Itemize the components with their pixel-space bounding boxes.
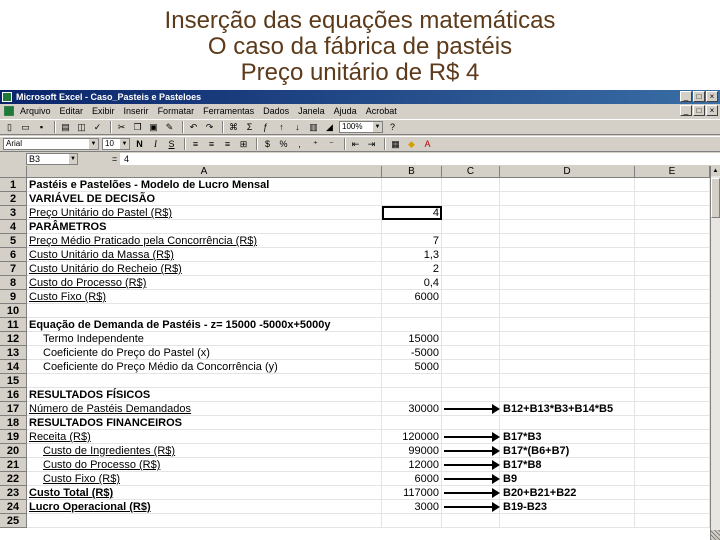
- cell-a[interactable]: Custo Total (R$): [27, 486, 382, 500]
- row-header[interactable]: 16: [0, 388, 27, 402]
- sort-descending-icon[interactable]: ↓: [295, 122, 300, 132]
- cell-e[interactable]: [635, 402, 710, 416]
- cell-a[interactable]: Preço Unitário do Pastel (R$): [27, 206, 382, 220]
- sheet-row: [0, 290, 710, 304]
- sheet-row: [0, 332, 710, 346]
- cut-icon[interactable]: ✂: [117, 122, 126, 132]
- formula-annotation: B17*(B6+B7): [503, 445, 570, 457]
- arrow-right-icon: [444, 506, 494, 508]
- cell-a[interactable]: Coeficiente do Preço do Pastel (x): [27, 346, 382, 360]
- cell-e[interactable]: [635, 500, 710, 514]
- title-bar: [0, 90, 720, 104]
- cell-e[interactable]: [635, 262, 710, 276]
- window-controls: [680, 91, 718, 102]
- row-header[interactable]: 10: [0, 304, 27, 318]
- font-size-select[interactable]: [102, 138, 130, 150]
- row-header[interactable]: 25: [0, 514, 27, 528]
- cell-e[interactable]: [635, 472, 710, 486]
- zoom-select[interactable]: [339, 121, 383, 133]
- sheet-row: [0, 472, 710, 486]
- toolbar-separator: [182, 121, 184, 133]
- window-title: Microsoft Excel - Caso_Pasteis e Pasteloes: [16, 92, 202, 102]
- percent-icon[interactable]: %: [279, 139, 288, 149]
- cell-d[interactable]: [500, 416, 635, 430]
- sheet-row: [0, 304, 710, 318]
- hyperlink-icon[interactable]: ⌘: [229, 122, 238, 132]
- cell-e[interactable]: [635, 430, 710, 444]
- menu-janela[interactable]: Janela: [298, 106, 325, 116]
- sheet-row: [0, 360, 710, 374]
- menu-formatar[interactable]: Formatar: [157, 106, 195, 116]
- cell-b[interactable]: 6000: [382, 472, 442, 486]
- maximize-button[interactable]: □: [693, 91, 705, 102]
- cell-a[interactable]: Equação de Demanda de Pastéis - z= 15000 -5000x+5000y: [27, 318, 382, 332]
- row-header[interactable]: 14: [0, 360, 27, 374]
- zoom-value: 100%: [342, 122, 363, 131]
- cell-a[interactable]: Termo Independente: [27, 332, 382, 346]
- increase-indent-icon[interactable]: ⇥: [367, 139, 376, 149]
- row-header[interactable]: 12: [0, 332, 27, 346]
- cell-c[interactable]: [442, 346, 500, 360]
- column-header-d[interactable]: D: [500, 166, 635, 178]
- column-header-a[interactable]: A: [27, 166, 382, 178]
- sort-ascending-icon[interactable]: ↑: [279, 122, 284, 132]
- decrease-indent-icon[interactable]: ⇤: [351, 139, 360, 149]
- column-headers: [0, 166, 710, 178]
- italic-button[interactable]: I: [154, 139, 157, 149]
- formula-annotation: B9: [503, 473, 518, 485]
- slide-title-line-3: Preço unitário de R$ 4: [240, 59, 480, 86]
- workbook-restore-button[interactable]: □: [693, 105, 705, 116]
- column-header-e[interactable]: E: [635, 166, 710, 178]
- cell-b[interactable]: 120000: [382, 430, 442, 444]
- cell-a[interactable]: [27, 304, 382, 318]
- sheet-row: [0, 192, 710, 206]
- cell-a[interactable]: PARÂMETROS: [27, 220, 382, 234]
- cell-a[interactable]: Coeficiente do Preço Médio da Concorrência (y): [27, 360, 382, 374]
- cell-a[interactable]: Lucro Operacional (R$): [27, 500, 382, 514]
- toolbar-separator: [110, 121, 112, 133]
- scroll-up-icon[interactable]: ▲: [712, 168, 719, 174]
- currency-icon[interactable]: $: [264, 139, 270, 149]
- cell-c[interactable]: [442, 360, 500, 374]
- cell-b[interactable]: 12000: [382, 458, 442, 472]
- row-header[interactable]: 2: [0, 192, 27, 206]
- print-preview-icon[interactable]: ◫: [77, 122, 86, 132]
- arrow-right-icon: [444, 436, 494, 438]
- format-painter-icon[interactable]: ✎: [165, 122, 174, 132]
- resize-grip-icon[interactable]: [711, 530, 720, 540]
- cell-e[interactable]: [635, 178, 710, 192]
- cell-b[interactable]: 30000: [382, 402, 442, 416]
- toolbar-separator: [384, 138, 386, 150]
- cell-b[interactable]: 6000: [382, 290, 442, 304]
- sheet-row: [0, 416, 710, 430]
- row-header[interactable]: 13: [0, 346, 27, 360]
- cell-b[interactable]: 7: [382, 234, 442, 248]
- cell-d[interactable]: [500, 248, 635, 262]
- minimize-button[interactable]: _: [680, 91, 692, 102]
- cell-a[interactable]: Custo do Processo (R$): [27, 276, 382, 290]
- cell-c[interactable]: [442, 206, 500, 220]
- row-header[interactable]: 18: [0, 416, 27, 430]
- chevron-down-icon: ▼: [121, 141, 128, 147]
- cell-e[interactable]: [635, 346, 710, 360]
- row-header[interactable]: 21: [0, 458, 27, 472]
- cell-a[interactable]: Custo do Processo (R$): [27, 458, 382, 472]
- cell-d[interactable]: [500, 290, 635, 304]
- row-header[interactable]: 22: [0, 472, 27, 486]
- font-name-select[interactable]: [3, 138, 99, 150]
- excel-app-icon: [2, 92, 12, 102]
- cell-e[interactable]: [635, 220, 710, 234]
- align-center-icon[interactable]: ≡: [208, 139, 215, 149]
- cell-e[interactable]: [635, 248, 710, 262]
- cell-c[interactable]: [442, 248, 500, 262]
- cell-d[interactable]: [500, 234, 635, 248]
- cell-b[interactable]: [382, 388, 442, 402]
- toolbar-separator: [256, 138, 258, 150]
- workbook-controls: [680, 105, 718, 116]
- row-header[interactable]: 11: [0, 318, 27, 332]
- workbook-minimize-button[interactable]: _: [680, 105, 692, 116]
- cell-reference: B3: [29, 154, 41, 164]
- arrow-right-icon: [444, 450, 494, 452]
- cell-c[interactable]: [442, 290, 500, 304]
- cell-a[interactable]: Custo Unitário do Recheio (R$): [27, 262, 382, 276]
- align-left-icon[interactable]: ≡: [192, 139, 199, 149]
- row-header[interactable]: 24: [0, 500, 27, 514]
- function-icon[interactable]: ƒ: [262, 122, 268, 132]
- row-header[interactable]: 5: [0, 234, 27, 248]
- cell-b[interactable]: 3000: [382, 500, 442, 514]
- row-header[interactable]: 4: [0, 220, 27, 234]
- open-folder-icon[interactable]: ▭: [21, 122, 30, 132]
- cell-a[interactable]: Custo Fixo (R$): [27, 472, 382, 486]
- menu-ajuda[interactable]: Ajuda: [333, 106, 357, 116]
- cell-e[interactable]: [635, 318, 710, 332]
- sheet-row: [0, 402, 710, 416]
- cell-e[interactable]: [635, 206, 710, 220]
- toolbar-separator: [344, 138, 346, 150]
- menu-arquivo[interactable]: Arquivo: [20, 106, 51, 116]
- cell-d[interactable]: [500, 374, 635, 388]
- help-icon[interactable]: ?: [389, 122, 395, 132]
- cell-d[interactable]: [500, 178, 635, 192]
- comma-style-icon[interactable]: ,: [298, 139, 301, 149]
- cell-b[interactable]: 99000: [382, 444, 442, 458]
- new-document-icon[interactable]: ▯: [7, 122, 12, 132]
- cell-b[interactable]: [382, 374, 442, 388]
- undo-icon[interactable]: ↶: [189, 122, 198, 132]
- cell-b[interactable]: [382, 304, 442, 318]
- cell-c[interactable]: [442, 276, 500, 290]
- cell-e[interactable]: [635, 332, 710, 346]
- cell-a[interactable]: Pastéis e Pastelões - Modelo de Lucro Mensal: [27, 178, 382, 192]
- formula-annotation: B17*B8: [503, 459, 542, 471]
- cell-c[interactable]: [442, 304, 500, 318]
- cell-b[interactable]: [382, 178, 442, 192]
- cell-e[interactable]: [635, 416, 710, 430]
- redo-icon[interactable]: ↷: [205, 122, 214, 132]
- arrow-right-icon: [444, 478, 494, 480]
- row-header[interactable]: 23: [0, 486, 27, 500]
- cell-e[interactable]: [635, 374, 710, 388]
- cell-d[interactable]: [500, 262, 635, 276]
- cell-d[interactable]: [500, 318, 635, 332]
- sheet-row: [0, 262, 710, 276]
- menu-dados[interactable]: Dados: [263, 106, 290, 116]
- workbook-close-button[interactable]: ×: [706, 105, 718, 116]
- cell-e[interactable]: [635, 304, 710, 318]
- chart-wizard-icon[interactable]: ▥: [309, 122, 318, 132]
- formula-annotation: B20+B21+B22: [503, 487, 577, 499]
- copy-icon[interactable]: ❐: [133, 122, 142, 132]
- vertical-scrollbar[interactable]: [710, 166, 720, 540]
- sheet-row: [0, 458, 710, 472]
- paste-icon[interactable]: ▣: [149, 122, 158, 132]
- toolbar-separator: [54, 121, 56, 133]
- formula-annotation: B17*B3: [503, 431, 542, 443]
- formatting-toolbar: [0, 136, 720, 152]
- print-icon[interactable]: ▤: [61, 122, 70, 132]
- arrow-right-icon: [444, 464, 494, 466]
- cell-e[interactable]: [635, 458, 710, 472]
- save-icon[interactable]: ▪: [39, 122, 44, 132]
- font-color-icon[interactable]: A: [424, 139, 431, 149]
- row-header[interactable]: 8: [0, 276, 27, 290]
- cell-a[interactable]: Receita (R$): [27, 430, 382, 444]
- cell-d[interactable]: [500, 192, 635, 206]
- close-button[interactable]: ×: [706, 91, 718, 102]
- row-header[interactable]: 15: [0, 374, 27, 388]
- select-all-corner[interactable]: [0, 166, 27, 178]
- sheet-row: [0, 248, 710, 262]
- cell-b[interactable]: [382, 514, 442, 528]
- menu-editar[interactable]: Editar: [59, 106, 84, 116]
- formula-equals-sign: =: [112, 154, 118, 164]
- cell-a[interactable]: Custo Fixo (R$): [27, 290, 382, 304]
- menu-inserir[interactable]: Inserir: [123, 106, 149, 116]
- cell-c[interactable]: [442, 374, 500, 388]
- menu-ferramentas[interactable]: Ferramentas: [203, 106, 255, 116]
- cell-b[interactable]: [382, 318, 442, 332]
- cell-d[interactable]: [500, 304, 635, 318]
- cell-d[interactable]: [500, 472, 635, 486]
- cell-b[interactable]: [382, 192, 442, 206]
- menu-bar: [0, 104, 720, 118]
- sheet-row: [0, 430, 710, 444]
- borders-icon[interactable]: ▦: [391, 139, 400, 149]
- cell-a[interactable]: RESULTADOS FINANCEIROS: [27, 416, 382, 430]
- sheet-row: [0, 500, 710, 514]
- column-header-b[interactable]: B: [382, 166, 442, 178]
- workbook-icon: [4, 106, 14, 116]
- cell-a[interactable]: Custo Unitário da Massa (R$): [27, 248, 382, 262]
- chevron-down-icon: ▼: [374, 124, 381, 130]
- cell-c[interactable]: [442, 178, 500, 192]
- cell-d[interactable]: [500, 220, 635, 234]
- cell-b[interactable]: 5000: [382, 360, 442, 374]
- slide-title-line-1: Inserção das equações matemáticas: [164, 7, 556, 34]
- cell-b[interactable]: 15000: [382, 332, 442, 346]
- row-header[interactable]: 7: [0, 262, 27, 276]
- cell-c[interactable]: [442, 318, 500, 332]
- cell-d[interactable]: [500, 360, 635, 374]
- cell-a[interactable]: VARIÁVEL DE DECISÃO: [27, 192, 382, 206]
- cell-d[interactable]: [500, 346, 635, 360]
- formula-input[interactable]: 4: [120, 153, 720, 165]
- row-header[interactable]: 3: [0, 206, 27, 220]
- spreadsheet-grid: [0, 166, 710, 540]
- cell-b[interactable]: 0,4: [382, 276, 442, 290]
- sheet-row: [0, 374, 710, 388]
- cell-a[interactable]: [27, 514, 382, 528]
- sheet-row: [0, 346, 710, 360]
- chevron-down-icon: ▼: [70, 156, 76, 162]
- drawing-icon[interactable]: ◢: [326, 122, 333, 132]
- cell-b[interactable]: 1,3: [382, 248, 442, 262]
- increase-decimal-icon[interactable]: ⁺: [313, 139, 318, 149]
- cell-e[interactable]: [635, 360, 710, 374]
- formula-bar: [0, 153, 720, 165]
- cell-e[interactable]: [635, 444, 710, 458]
- cell-c[interactable]: [442, 416, 500, 430]
- cell-e[interactable]: [635, 192, 710, 206]
- sheet-row: [0, 388, 710, 402]
- sheet-row: [0, 276, 710, 290]
- merge-center-icon[interactable]: ⊞: [239, 139, 248, 149]
- arrow-right-icon: [444, 492, 494, 494]
- slide-title-line-2: O caso da fábrica de pastéis: [207, 33, 513, 60]
- sheet-rows: [0, 178, 710, 528]
- menu-exibir[interactable]: Exibir: [92, 106, 115, 116]
- cell-d[interactable]: [500, 276, 635, 290]
- chevron-down-icon: ▼: [90, 141, 97, 147]
- align-right-icon[interactable]: ≡: [224, 139, 231, 149]
- row-header[interactable]: 9: [0, 290, 27, 304]
- sheet-row: [0, 220, 710, 234]
- formula-annotation: B19-B23: [503, 501, 548, 513]
- sheet-row: [0, 486, 710, 500]
- row-header[interactable]: 17: [0, 402, 27, 416]
- row-header[interactable]: 1: [0, 178, 27, 192]
- sheet-row: [0, 514, 710, 528]
- cell-b[interactable]: [382, 220, 442, 234]
- spelling-icon[interactable]: ✓: [93, 122, 102, 132]
- cell-d[interactable]: [500, 388, 635, 402]
- cell-e[interactable]: [635, 276, 710, 290]
- cell-c[interactable]: [442, 332, 500, 346]
- cell-d[interactable]: [500, 514, 635, 528]
- menu-acrobat[interactable]: Acrobat: [365, 106, 397, 116]
- cell-c[interactable]: [442, 220, 500, 234]
- decrease-decimal-icon[interactable]: ⁻: [329, 139, 334, 149]
- cell-b[interactable]: 2: [382, 262, 442, 276]
- cell-a[interactable]: [27, 374, 382, 388]
- slide-title: [0, 8, 720, 86]
- row-header[interactable]: 6: [0, 248, 27, 262]
- sheet-row: [0, 206, 710, 220]
- cell-c[interactable]: [442, 388, 500, 402]
- cell-a[interactable]: Preço Médio Praticado pela Concorrência (R$): [27, 234, 382, 248]
- sheet-row: [0, 444, 710, 458]
- formula-annotation: B12+B13*B3+B14*B5: [503, 403, 614, 415]
- cell-e[interactable]: [635, 514, 710, 528]
- font-name-value: Arial: [6, 139, 23, 148]
- cell-e[interactable]: [635, 388, 710, 402]
- column-header-c[interactable]: C: [442, 166, 500, 178]
- excel-window: [0, 90, 720, 540]
- cell-b[interactable]: [382, 416, 442, 430]
- cell-e[interactable]: [635, 234, 710, 248]
- cell-a[interactable]: Número de Pastéis Demandados: [27, 402, 382, 416]
- cell-b[interactable]: -5000: [382, 346, 442, 360]
- cell-b[interactable]: 117000: [382, 486, 442, 500]
- name-box[interactable]: [26, 153, 78, 165]
- toolbar-separator: [222, 121, 224, 133]
- standard-toolbar: [0, 119, 720, 135]
- cell-e[interactable]: [635, 290, 710, 304]
- sheet-row: [0, 318, 710, 332]
- row-header[interactable]: 19: [0, 430, 27, 444]
- sheet-row: [0, 234, 710, 248]
- cell-c[interactable]: [442, 262, 500, 276]
- cell-d[interactable]: [500, 206, 635, 220]
- cell-d[interactable]: [500, 332, 635, 346]
- row-header[interactable]: 20: [0, 444, 27, 458]
- underline-button[interactable]: S: [168, 139, 175, 149]
- font-size-value: 10: [105, 139, 114, 148]
- cell-c[interactable]: [442, 234, 500, 248]
- scroll-thumb[interactable]: [711, 178, 720, 218]
- fill-color-icon[interactable]: ◆: [408, 139, 415, 149]
- autosum-icon[interactable]: Σ: [246, 122, 253, 132]
- bold-button[interactable]: N: [136, 139, 143, 149]
- cell-e[interactable]: [635, 486, 710, 500]
- sheet-row: [0, 178, 710, 192]
- selected-cell-b3[interactable]: 4: [382, 206, 442, 220]
- cell-c[interactable]: [442, 192, 500, 206]
- cell-a[interactable]: RESULTADOS FÍSICOS: [27, 388, 382, 402]
- arrow-right-icon: [444, 408, 494, 410]
- cell-a[interactable]: Custo de Ingredientes (R$): [27, 444, 382, 458]
- toolbar-separator: [184, 138, 186, 150]
- cell-c[interactable]: [442, 514, 500, 528]
